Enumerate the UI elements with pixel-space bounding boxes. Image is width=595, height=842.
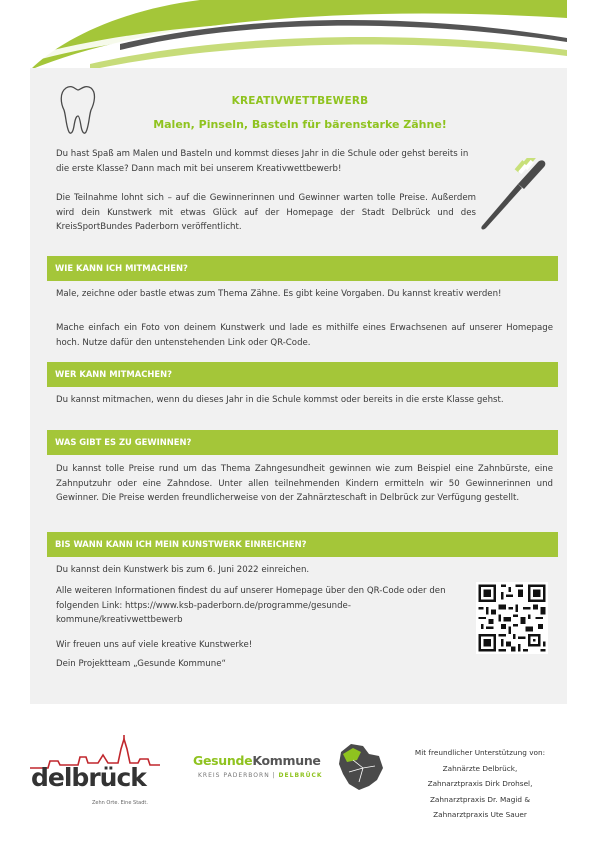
intro-paragraph-1: Du hast Spaß am Malen und Basteln und kommst dieses Jahr in die Schule oder gehst bereits in die erste Klasse? Dann mach mit bei unserem Kreativwettbewerb!	[56, 149, 469, 174]
sponsor-1: Zahnärzte Delbrück,	[442, 763, 518, 773]
gesunde-kommune-wordmark	[193, 753, 321, 768]
section-deadline-signature: Dein Projektteam „Gesunde Kommune“	[56, 659, 226, 669]
delbrueck-wordmark: delbrück	[31, 763, 146, 792]
section-prizes-paragraph: Du kannst tolle Preise rund um das Thema Zahngesundheit gewinnen wie zum Beispiel eine Zahnbürste, eine Zahnputzuhr oder eine Zahndose. Unter allen teilnehmenden Kindern ermitteln wir 50 Gewinnerinnen und Gewinner. Die Preise werden freundlicherweise von der Zahnärzteschaft in Delbrück zur Verfügung gestellt.	[56, 464, 553, 504]
toothbrush-icon	[478, 158, 550, 233]
section-how-paragraph-2: Mache einfach ein Foto von deinem Kunstwerk und lade es mithilfe eines Erwachsenen auf unserer Homepage hoch. Nutze dafür den untenstehenden Link oder QR-Code.	[56, 323, 553, 348]
sponsors-block	[390, 745, 570, 823]
qr-code[interactable]	[476, 582, 548, 654]
sponsor-4: Zahnarztpraxis Ute Sauer	[433, 810, 527, 819]
section-heading-how: WIE KANN ICH MITMACHEN?	[47, 256, 558, 281]
gk-sub-kreis: KREIS PADERBORN	[198, 772, 270, 779]
delbrueck-slogan: Zehn Orte. Eine Stadt.	[92, 800, 148, 806]
section-deadline-paragraph-1: Du kannst dein Kunstwerk bis zum 6. Juni 2022 einreichen.	[56, 565, 310, 575]
section-deadline-paragraph-3: Wir freuen uns auf viele kreative Kunstwerke!	[56, 640, 253, 650]
gk-part-kommune: Kommune	[252, 753, 321, 768]
sponsor-2: Zahnarztpraxis Dirk Drohsel,	[427, 779, 533, 788]
section-heading-deadline: BIS WANN KANN ICH MEIN KUNSTWERK EINREICHEN?	[47, 532, 558, 557]
section-heading-prizes: WAS GIBT ES ZU GEWINNEN?	[47, 430, 558, 455]
gesunde-kommune-subline: KREIS PADERBORN | DELBRÜCK	[198, 772, 323, 779]
section-heading-who: WER KANN MITMACHEN?	[47, 362, 558, 387]
page-subtitle: Malen, Pinseln, Basteln für bärenstarke Zähne!	[153, 118, 447, 131]
tooth-icon	[60, 84, 96, 136]
sponsor-3: Zahnarztpraxis Dr. Magid &	[429, 794, 531, 804]
section-deadline-paragraph-2: Alle weiteren Informationen findest du auf unserer Homepage über den QR-Code oder den folgenden Link: https://www.ksb-paderborn.de/programme/gesunde-kommune/kreativwettbewerb	[56, 586, 446, 626]
gk-part-gesunde: Gesunde	[193, 753, 253, 768]
section-how-paragraph-1: Male, zeichne oder bastle etwas zum Thema Zähne. Es gibt keine Vorgaben. Du kannst kreativ werden!	[56, 289, 502, 299]
gk-sub-delbrueck: DELBRÜCK	[278, 772, 323, 779]
sponsors-intro: Mit freundlicher Unterstützung von:	[414, 748, 546, 757]
intro-paragraph-2: Die Teilnahme lohnt sich – auf die Gewinnerinnen und Gewinner warten tolle Preise. Außerdem wird dein Kunstwerk mit etwas Glück auf der Homepage der Stadt Delbrück und des KreisSportBundes Paderborn veröffentlicht.	[56, 193, 476, 233]
page-title: KREATIVWETTBEWERB	[231, 95, 369, 107]
section-who-paragraph: Du kannst mitmachen, wenn du dieses Jahr in die Schule kommst oder bereits in die erste Klasse gehst.	[56, 395, 504, 405]
